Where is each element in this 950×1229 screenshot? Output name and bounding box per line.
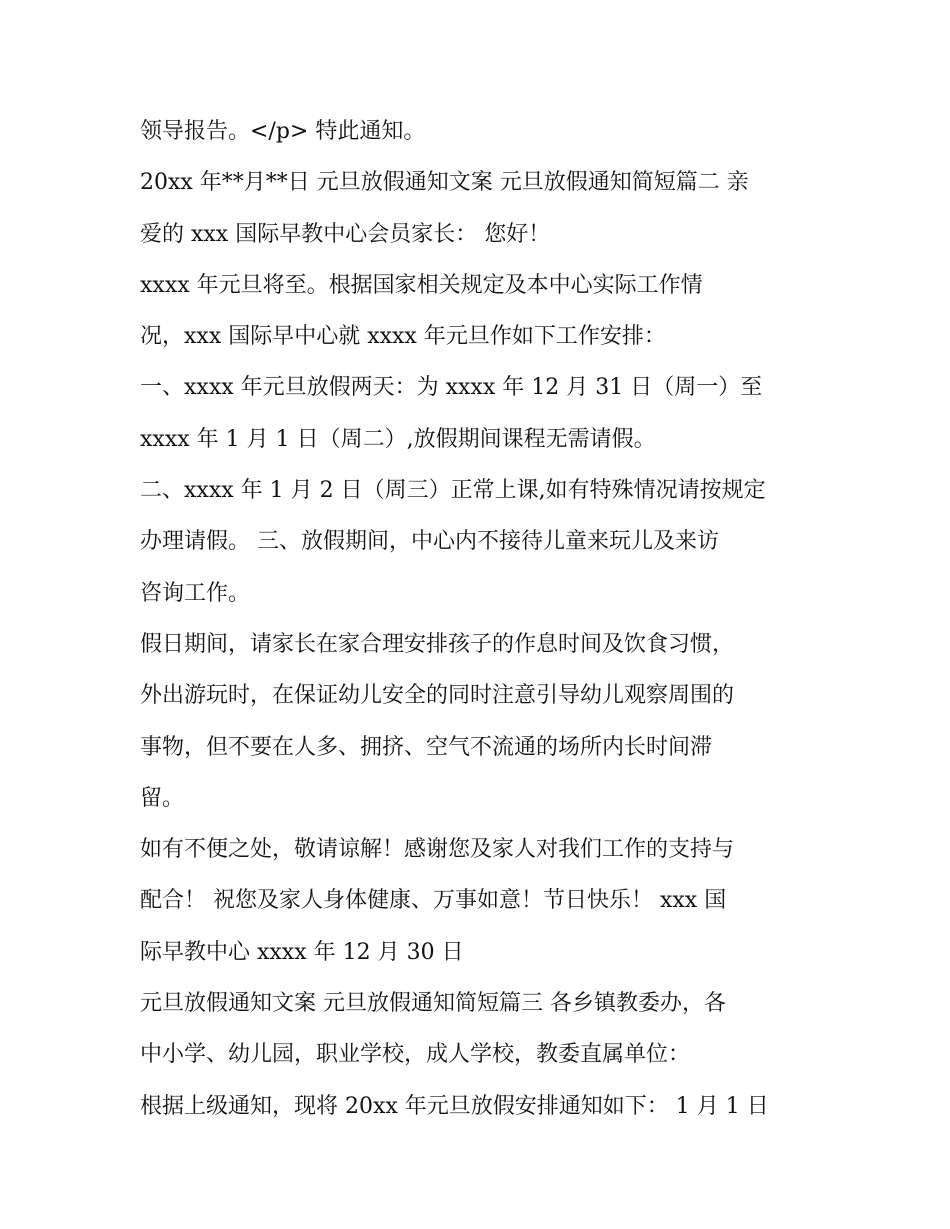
document-body <box>140 106 820 1132</box>
text-line: 一、xxxx 年元旦放假两天：为 xxxx 年 12 月 31 日（周一）至 <box>140 375 763 401</box>
text-line: 际早教中心 xxxx 年 12 月 30 日 <box>140 939 464 965</box>
text-line: 外出游玩时，在保证幼儿安全的同时注意引导幼儿观察周围的 <box>140 683 735 709</box>
text-line: 配合！ 祝您及家人身体健康、万事如意！节日快乐！ xxx 国 <box>140 888 727 914</box>
text-line: 根据上级通知，现将 20xx 年元旦放假安排通知如下： 1 月 1 日 <box>140 1093 769 1119</box>
text-line: 况，xxx 国际早中心就 xxxx 年元旦作如下工作安排： <box>140 324 666 350</box>
text-line: 如有不便之处，敬请谅解！感谢您及家人对我们工作的支持与 <box>140 837 735 863</box>
text-line: xxxx 年 1 月 1 日（周二）,放假期间课程无需请假。 <box>140 426 656 452</box>
text-line: 二、xxxx 年 1 月 2 日（周三）正常上课,如有特殊情况请按规定 <box>140 478 766 504</box>
text-line: 办理请假。 三、放假期间，中心内不接待儿童来玩儿及来访 <box>140 529 719 555</box>
text-line: 领导报告。</p> 特此通知。 <box>140 119 426 144</box>
text-line: 元旦放假通知文案 元旦放假通知简短篇三 各乡镇教委办，各 <box>140 991 726 1017</box>
text-line: 爱的 xxx 国际早教中心会员家长： 您好！ <box>140 221 551 247</box>
text-line: 中小学、幼儿园，职业学校，成人学校，教委直属单位： <box>140 1042 691 1068</box>
text-line: 咨询工作。 <box>140 580 251 606</box>
text-line: 假日期间，请家长在家合理安排孩子的作息时间及饮食习惯， <box>140 631 735 657</box>
text-line: 20xx 年**月**日 元旦放假通知文案 元旦放假通知简短篇二 亲 <box>140 170 749 196</box>
text-line: 事物，但不要在人多、拥挤、空气不流通的场所内长时间滞 <box>140 734 713 760</box>
text-line: 留。 <box>140 785 185 811</box>
text-line: xxxx 年元旦将至。根据国家相关规定及本中心实际工作情 <box>140 272 703 298</box>
